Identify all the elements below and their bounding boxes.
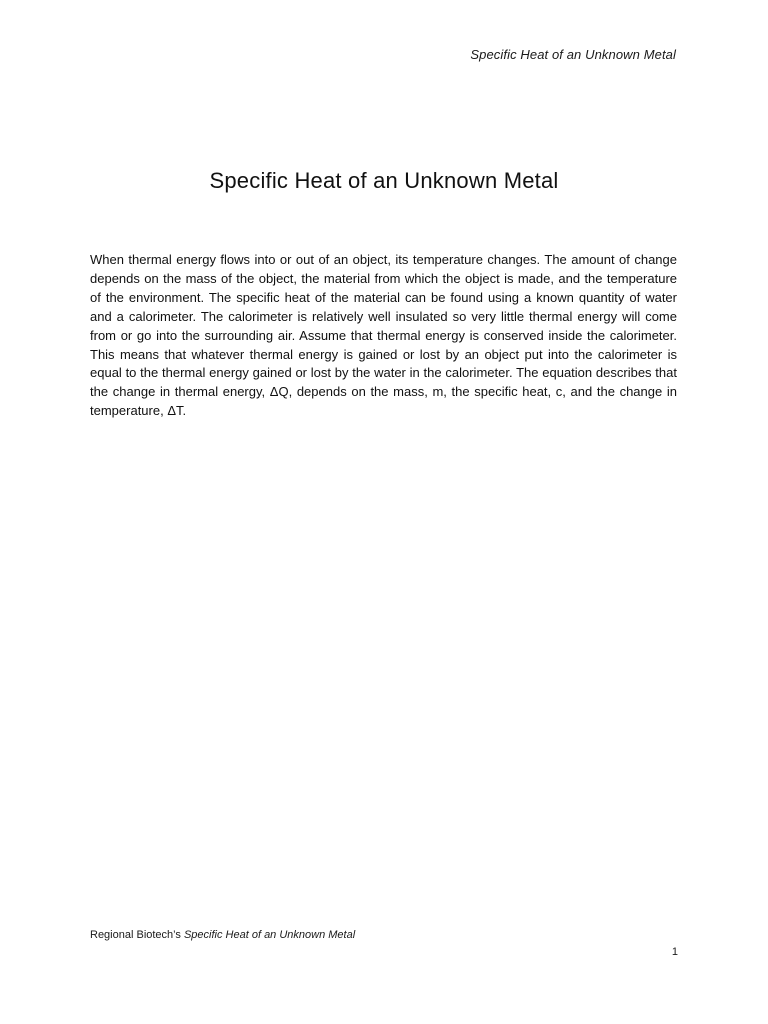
footer-source-prefix: Regional Biotech’s <box>90 929 184 941</box>
body-paragraph: When thermal energy flows into or out of an object, its temperature changes. The amount of change depends on the mass of the object, the material from which the object is made, and the temperature of the environment. The specific heat of the material can be found using a known quantity of water and a calorimeter. The calorimeter is relatively well insulated so very little thermal energy will come from or go into the surrounding air. Assume that thermal energy is conserved inside the calorimeter. This means that whatever thermal energy is gained or lost by an object put into the calorimeter is equal to the thermal energy gained or lost by the water in the calorimeter. The equation describes that the change in thermal energy, ΔQ, depends on the mass, m, the specific heat, c, and the change in temperature, ΔT. <box>90 252 677 419</box>
footer-source-title: Specific Heat of an Unknown Metal <box>183 929 356 941</box>
page-number: 1 <box>671 946 678 958</box>
running-header: Specific Heat of an Unknown Metal <box>470 47 676 62</box>
page-title: Specific Heat of an Unknown Metal <box>209 168 559 193</box>
footer-source <box>90 929 355 941</box>
